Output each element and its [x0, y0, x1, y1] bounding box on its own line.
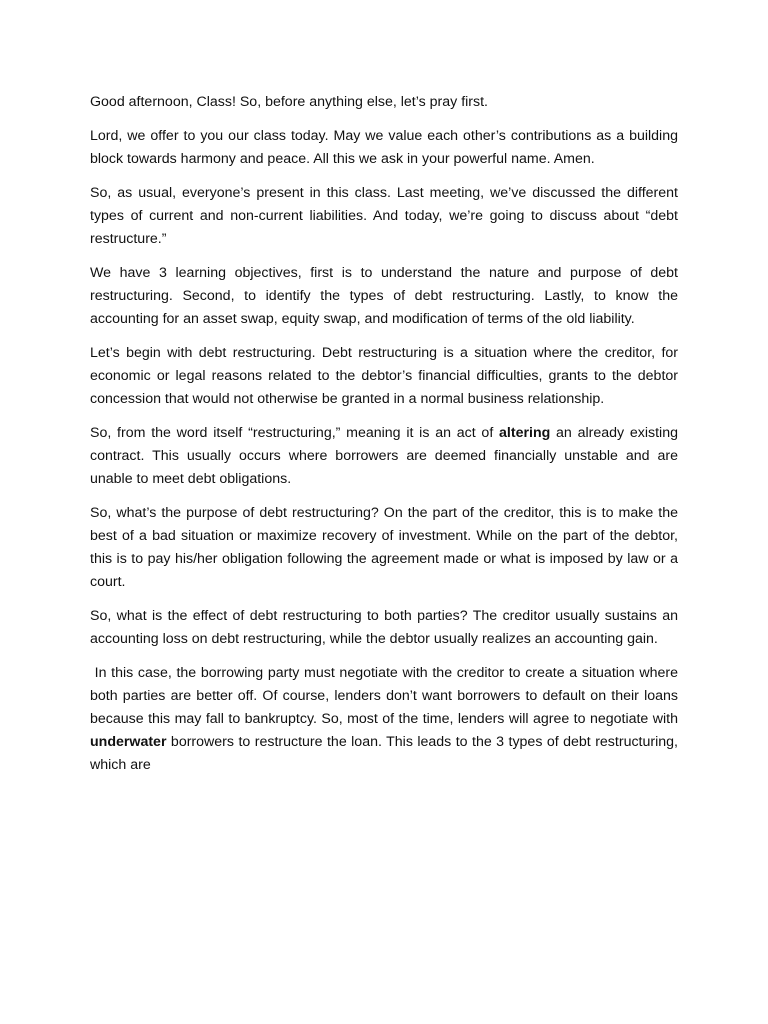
- document-page: [90, 91, 682, 788]
- negotiation-paragraph: [90, 662, 682, 777]
- attendance-paragraph: So, as usual, everyone’s present in this class. Last meeting, we’ve discussed the different types of current and non-current liabilities. And today, we’re going to discuss about “debt restructure.”: [90, 185, 682, 247]
- emphasis-underwater: underwater: [90, 734, 167, 750]
- text-span: In this case, the borrowing party must negotiate with the creditor to create a situation where both parties are better off. Of course, lenders don’t want borrowers to default on their loans because this may fall to bankruptcy. So, most of the time, lenders will agree to negotiate with: [90, 665, 682, 727]
- definition-paragraph: Let’s begin with debt restructuring. Debt restructuring is a situation where the creditor, for economic or legal reasons related to the debtor’s financial difficulties, grants to the debtor concession that would not otherwise be granted in a normal business relationship.: [90, 345, 682, 407]
- greeting-paragraph: Good afternoon, Class! So, before anything else, let’s pray first.: [90, 94, 488, 110]
- effect-paragraph: So, what is the effect of debt restructuring to both parties? The creditor usually sustains an accounting loss on debt restructuring, while the debtor usually realizes an accounting gain.: [90, 608, 682, 647]
- text-span: borrowers to restructure the loan. This leads to the 3 types of debt restructuring, which are: [90, 734, 682, 773]
- prayer-paragraph: Lord, we offer to you our class today. May we value each other’s contributions as a building block towards harmony and peace. All this we ask in your powerful name. Amen.: [90, 128, 682, 167]
- emphasis-altering: altering: [499, 425, 551, 441]
- text-span: So, from the word itself “restructuring,” meaning it is an act of: [90, 425, 500, 441]
- text-span: an already existing contract. This usually occurs where borrowers are deemed financially unstable and are unable to meet debt obligations.: [90, 425, 682, 487]
- purpose-paragraph: So, what’s the purpose of debt restructuring? On the part of the creditor, this is to make the best of a bad situation or maximize recovery of investment. While on the part of the debtor, this is to pay his/her obligation following the agreement made or what is imposed by law or a court.: [90, 505, 682, 590]
- objectives-paragraph: We have 3 learning objectives, first is to understand the nature and purpose of debt restructuring. Second, to identify the types of debt restructuring. Lastly, to know the accounting for an asset swap, equity swap, and modification of terms of the old liability.: [90, 265, 682, 327]
- restructuring-meaning-paragraph: [90, 422, 682, 491]
